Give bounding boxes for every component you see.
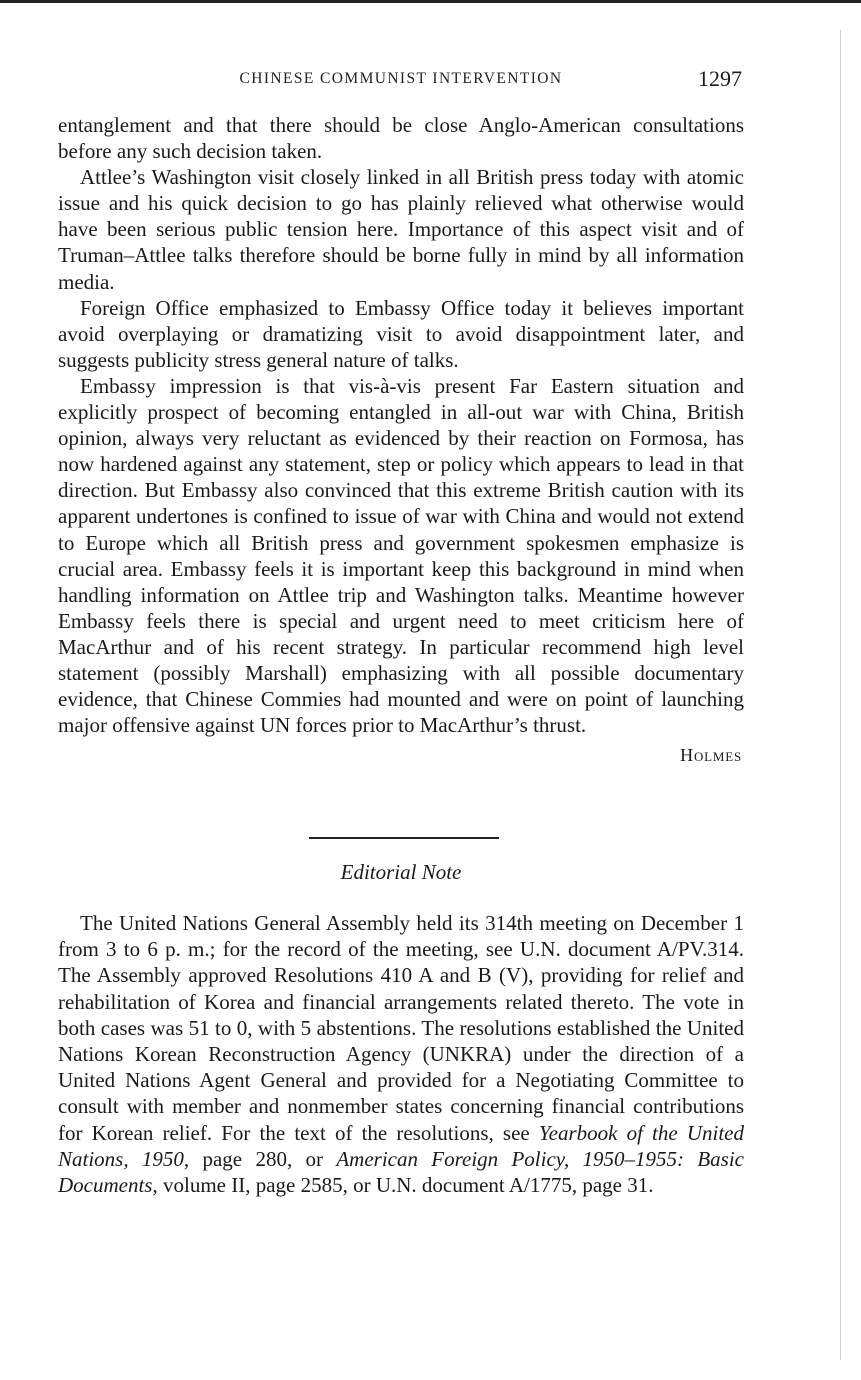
editorial-note-title: Editorial Note — [340, 860, 462, 884]
page-header — [58, 66, 744, 96]
editorial-text-part-1: The United Nations General Assembly held its 314th meeting on December 1 from 3 to 6 p. m.; for the record of the meeting, see U.N. document A/PV.314. The Assembly approved Resolutions 410 A and B (V), providing for relief and rehabilitation of Korea and financial arrangements related thereto. The vote in both cases was 51 to 0, with 5 abstentions. The resolutions established the United Nations Korean Reconstruction Agency (UNKRA) under the direction of a United Nations Agent General and provided for a Negotiating Committee to consult with member and nonmember states concerning financial contributions for Korean relief. For the text of the resolutions, see — [58, 911, 744, 1145]
section-divider — [309, 837, 499, 839]
page-edge-line — [840, 30, 841, 1360]
citation-yearbook: Yearbook of the United Nations, 1950 — [58, 1120, 744, 1171]
editorial-note-paragraph — [58, 910, 744, 1198]
running-head: CHINESE COMMUNIST INTERVENTION — [239, 70, 563, 87]
telegram-paragraph-4: Embassy impression is that vis-à-vis present Far Eastern situation and explicitly prospect of becoming entangled in all-out war with China, British opinion, always very reluctant as evidenced by their reaction on Formosa, has now hardened against any statement, step or policy which appears to lead in that direction. But Embassy also convinced that this extreme British caution with its apparent undertones is confined to issue of war with China and would not extend to Europe which all British press and government spokesmen emphasize is crucial area. Embassy feels it is important keep this background in mind when handling information on Attlee trip and Washington talks. Meantime however Embassy feels there is special and urgent need to meet criticism here of MacArthur and of his recent strategy. In particular recommend high level statement (possibly Marshall) emphasizing with all possible documentary evidence, that Chinese Commies had mounted and were on point of launching major offensive against UN forces prior to MacArthur’s thrust. — [58, 373, 744, 738]
top-border-rule — [0, 0, 861, 3]
telegram-body — [58, 112, 744, 768]
citation-american-foreign-policy: American Foreign Policy, 1950–1955: Basic Documents — [58, 1146, 744, 1198]
telegram-paragraph-3: Foreign Office emphasized to Embassy Office today it believes important avoid overplaying or dramatizing visit to avoid disappointment later, and suggests publicity stress general nature of talks. — [58, 295, 744, 372]
page-number: 1297 — [698, 66, 742, 91]
signature: Holmes — [680, 745, 742, 766]
editorial-text-part-2: , page 280, or — [183, 1146, 337, 1171]
editorial-text-part-3: , volume II, page 2585, or U.N. document A/1775, page 31. — [152, 1173, 654, 1198]
editorial-note-body — [58, 910, 744, 1198]
telegram-paragraph-1: entanglement and that there should be close Anglo-American consultations before any such decision taken. — [58, 113, 744, 164]
telegram-paragraph-2: Attlee’s Washington visit closely linked in all British press today with atomic issue and his quick decision to go has plainly relieved what otherwise would have been serious public tension here. Importance of this aspect visit and of Truman–Attlee talks therefore should be borne fully in mind by all information media. — [58, 165, 744, 294]
